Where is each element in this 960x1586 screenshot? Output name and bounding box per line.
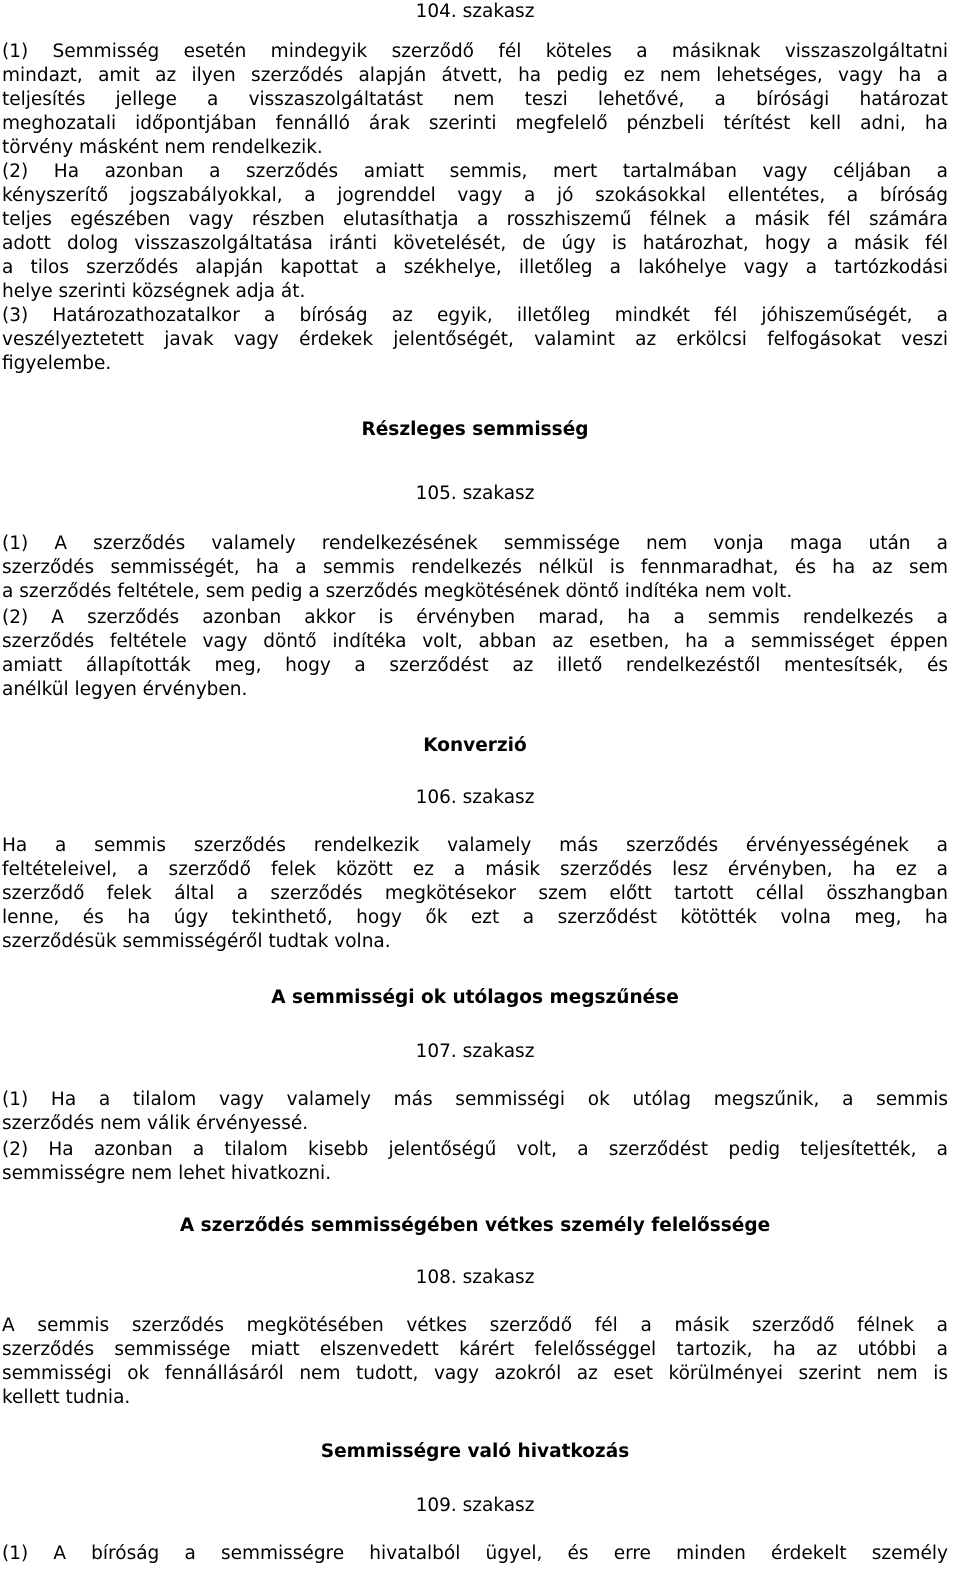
text-line: adott dolog visszaszolgáltatása iránti követelését, de úgy is határozhat, hogy a másik fél: [2, 233, 948, 254]
text-line: szerződés semmisségét, ha a semmis rendelkezés nélkül is fennmaradhat, és ha az sem: [2, 557, 948, 578]
text-line: szerződésük semmisségéről tudtak volna.: [2, 931, 391, 952]
section-number: 108. szakasz: [415, 1267, 535, 1288]
text-line: Ha a semmis szerződés rendelkezik valamely más szerződés érvényességének a: [2, 835, 948, 856]
text-line: szerződés feltétele vagy döntő indítéka volt, abban az esetben, ha a semmisséget éppen: [2, 631, 948, 652]
text-line: helye szerinti községnek adja át.: [2, 281, 306, 302]
section-number: 104. szakasz: [415, 1, 535, 22]
text-line: a tilos szerződés alapján kapottat a székhelye, illetőleg a lakóhelye vagy a tartózkodási: [2, 257, 948, 278]
text-line: szerződés semmissége miatt elszenvedett kárért felelősséggel tartozik, ha az utóbbi a: [2, 1339, 948, 1360]
text-line: (3) Határozathozatalkor a bíróság az egyik, illetőleg mindkét fél jóhiszeműségét, a: [2, 305, 948, 326]
paragraph: [2, 532, 948, 604]
text-line: feltételeivel, a szerződő felek között ez a másik szerződés lesz érvényben, ha ez a: [2, 859, 948, 880]
text-line: semmisségre nem lehet hivatkozni.: [2, 1163, 332, 1184]
text-line: (2) A szerződés azonban akkor is érvényben marad, ha a semmis rendelkezés a: [2, 607, 948, 628]
text-line: lenne, és ha úgy tekinthető, hogy ők ezt a szerződést kötötték volna meg, ha: [2, 907, 948, 928]
text-line: (1) A bíróság a semmisségre hivatalból ügyel, és erre minden érdekelt személy: [2, 1543, 948, 1564]
text-line: teljesítés jellege a visszaszolgáltatást nem teszi lehetővé, a bírósági határozat: [2, 89, 948, 110]
text-line: A semmis szerződés megkötésében vétkes szerződő fél a másik szerződő félnek a: [2, 1315, 948, 1336]
text-line: figyelembe.: [2, 353, 112, 374]
paragraph: [2, 834, 948, 954]
text-line: szerződő felek által a szerződés megkötésekor szem előtt tartott céllal összhangban: [2, 883, 948, 904]
paragraph: [2, 1088, 948, 1136]
section-heading: Semmisségre való hivatkozás: [320, 1441, 630, 1462]
text-line: (2) Ha azonban a szerződés amiatt semmis, mert tartalmában vagy céljában a: [2, 161, 948, 182]
text-line: teljes egészében vagy részben elutasíthatja a rosszhiszemű félnek a másik fél számára: [2, 209, 948, 230]
paragraph: [2, 40, 948, 160]
text-line: kellett tudnia.: [2, 1387, 131, 1408]
paragraph: [2, 160, 948, 304]
text-line: szerződés nem válik érvényessé.: [2, 1113, 309, 1134]
text-line: kényszerítő jogszabályokkal, a jogrenddel vagy a jó szokásokkal ellentétes, a bíróság: [2, 185, 948, 206]
section-number: 109. szakasz: [415, 1495, 535, 1516]
paragraph: [2, 1138, 948, 1186]
section-number: 107. szakasz: [415, 1041, 535, 1062]
text-line: meghozatali időpontjában fennálló árak szerinti megfelelő pénzbeli térítést kell adni, ha: [2, 113, 948, 134]
text-line: (1) A szerződés valamely rendelkezésének semmissége nem vonja maga után a: [2, 533, 948, 554]
text-line: (1) Semmisség esetén mindegyik szerződő fél köteles a másiknak visszaszolgáltatni: [2, 41, 948, 62]
text-line: semmisségi ok fennállásáról nem tudott, vagy azokról az eset körülményei szerint nem is: [2, 1363, 948, 1384]
text-line: anélkül legyen érvényben.: [2, 679, 248, 700]
section-number: 106. szakasz: [415, 787, 535, 808]
section-heading: A szerződés semmisségében vétkes személy felelőssége: [179, 1215, 771, 1236]
paragraph: [2, 1314, 948, 1410]
paragraph: [2, 1542, 948, 1566]
section-number: 105. szakasz: [415, 483, 535, 504]
paragraph: [2, 606, 948, 702]
text-line: amiatt állapították meg, hogy a szerződést az illető rendelkezéstől mentesítsék, és: [2, 655, 948, 676]
paragraph: [2, 304, 948, 376]
text-line: (1) Ha a tilalom vagy valamely más semmisségi ok utólag megszűnik, a semmis: [2, 1089, 948, 1110]
text-line: törvény másként nem rendelkezik.: [2, 137, 323, 158]
text-line: mindazt, amit az ilyen szerződés alapján átvett, ha pedig ez nem lehetséges, vagy ha a: [2, 65, 948, 86]
text-line: veszélyeztetett javak vagy érdekek jelentőségét, valamint az erkölcsi felfogásokat veszi: [2, 329, 948, 350]
text-line: a szerződés feltétele, sem pedig a szerződés megkötésének döntő indítéka nem volt.: [2, 581, 793, 602]
section-heading: Konverzió: [423, 735, 527, 756]
text-line: (2) Ha azonban a tilalom kisebb jelentőségű volt, a szerződést pedig teljesítették, a: [2, 1139, 948, 1160]
section-heading: A semmisségi ok utólagos megszűnése: [271, 987, 679, 1008]
section-heading: Részleges semmisség: [361, 419, 589, 440]
